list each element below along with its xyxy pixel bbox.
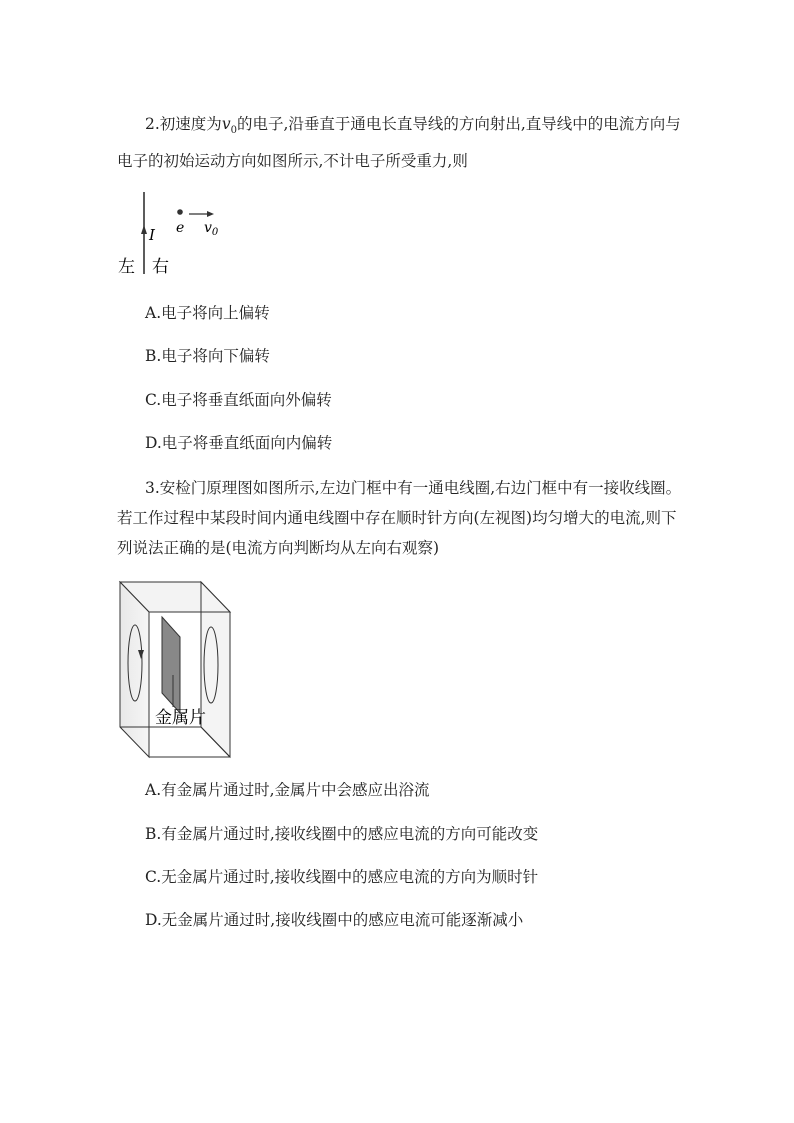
velocity-arrowhead-icon [207, 211, 214, 217]
question-2-stem [117, 109, 687, 176]
left-label: 左 [118, 257, 135, 277]
question-2-stem-post: 的电子,沿垂直于通电长直导线的方向射出,直导线中的电流方向与电子的初始运动方向如图所示,不计电子所受重力,则 [117, 115, 681, 171]
current-arrow-icon [141, 225, 147, 234]
question-3-option-a: A.有金属片通过时,金属片中会感应出浴流 [145, 781, 430, 799]
right-label: 右 [152, 257, 169, 277]
velocity-label: $v_0$ [204, 220, 219, 238]
question-3-stem: 3.安检门原理图如图所示,左边门框中有一通电线圈,右边门框中有一接收线圈。若工作过程中某段时间内通电线圈中存在顺时针方向(左视图)均匀增大的电流,则下列说法正确的是(电流方向判断均从左向右观察) [117, 479, 682, 557]
gate-right-panel [201, 582, 230, 757]
question-3-option-b: B.有金属片通过时,接收线圈中的感应电流的方向可能改变 [145, 825, 539, 843]
velocity-symbol: v [221, 115, 231, 133]
question-2-stem-pre: 初速度为 [159, 115, 222, 133]
current-label: I [149, 226, 155, 244]
security-gate-figure [115, 579, 235, 759]
question-2-option-a: A.电子将向上偏转 [145, 304, 270, 322]
wire-electron-figure [112, 188, 232, 278]
velocity-subscript: 0 [230, 125, 237, 137]
electron-dot [177, 209, 183, 215]
question-3-option-c: C.无金属片通过时,接收线圈中的感应电流的方向为顺时针 [145, 868, 539, 886]
question-2-option-b: B.电子将向下偏转 [145, 347, 270, 365]
question-2-number: 2. [145, 115, 160, 133]
question-3-option-d: D.无金属片通过时,接收线圈中的感应电流可能逐渐减小 [145, 911, 524, 929]
metal-sheet [162, 617, 180, 713]
question-2-option-d: D.电子将垂直纸面向内偏转 [145, 434, 333, 452]
metal-label: 金属片 [155, 708, 206, 728]
question-2-option-c: C.电子将垂直纸面向外偏转 [145, 391, 332, 409]
electron-label: e [176, 220, 185, 236]
gate-left-panel [120, 582, 149, 757]
